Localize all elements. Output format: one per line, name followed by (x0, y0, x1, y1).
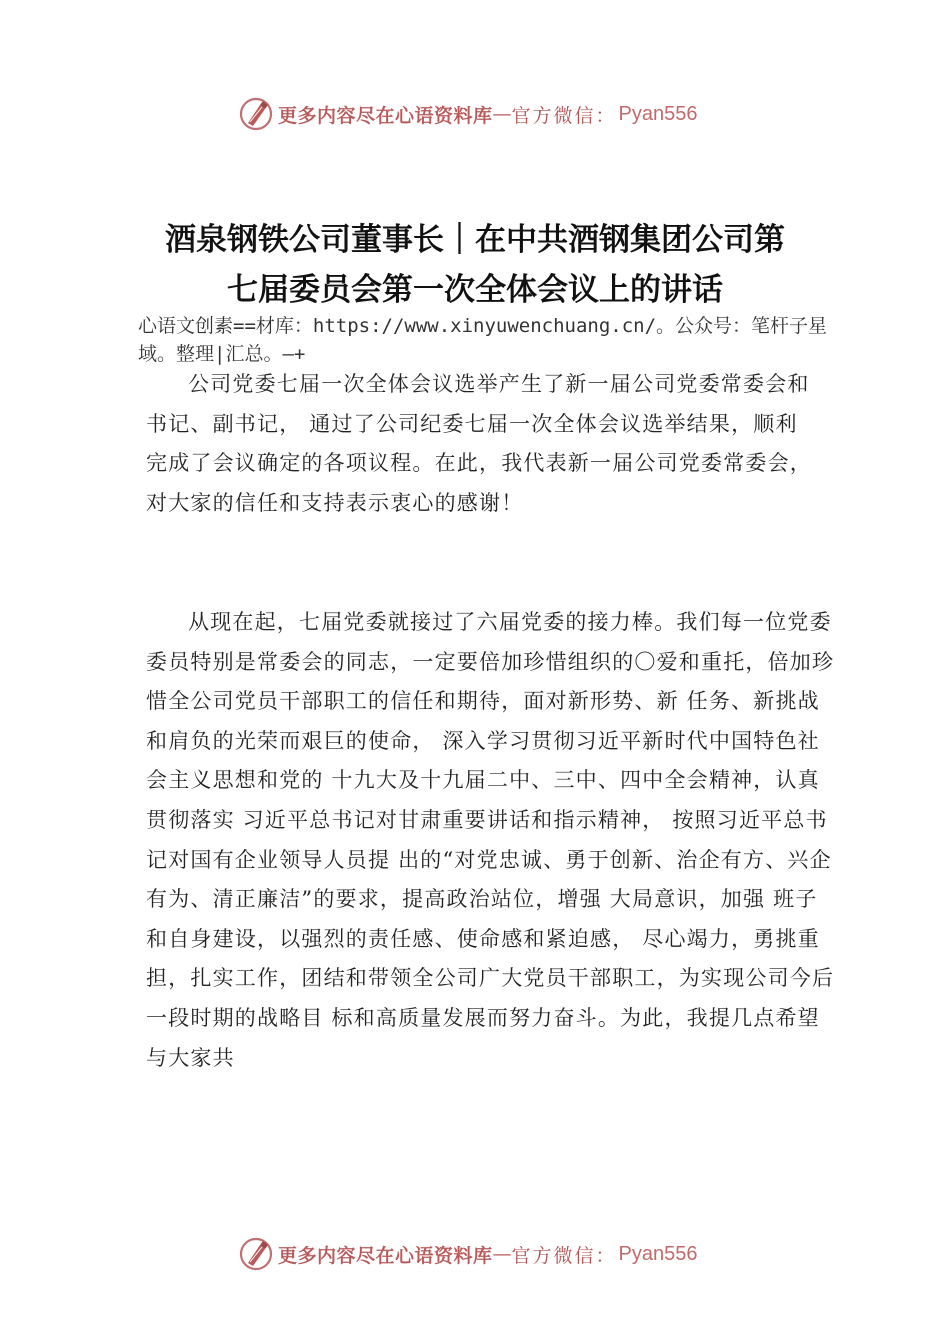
banner-wechat-label: 官方微信： (511, 1244, 617, 1267)
page-title: 酒泉钢铁公司董事长｜在中共酒钢集团公司第七届委员会第一次全体会议上的讲话 (165, 222, 785, 308)
banner-site-text: 更多内容尽在心语资料库 (278, 104, 493, 127)
banner-wechat-label: 官方微信： (511, 104, 617, 127)
banner-dash: — (492, 103, 512, 125)
footer-watermark-banner (238, 1234, 698, 1274)
paragraph-1: 公司党委七届一次全体会议选举产生了新一届公司党委常委会和书记、副书记， 通过了公司纪委七届一次全体会议选举结果，顺利完成了会议确定的各项议程。在此，我代表新一届公司党委常委会，对大家的信任和支持表示衷心的感谢！ (146, 372, 812, 515)
banner-wechat-id: Pyan556 (618, 1242, 698, 1265)
header-watermark-banner (238, 94, 698, 134)
paragraph-2: 从现在起，七届党委就接过了六届党委的接力棒。我们每一位党委委员特别是常委会的同志，一定要倍加珍惜组织的〇爱和重托，倍加珍惜全公司党员干部职工的信任和期待，面对新形势、新 任务、新挑战和肩负的光荣而艰巨的使命， 深入学习贯彻习近平新时代中国特色社会主义思想和党的 十九大及十九届二中、三中、四中全会精神，认真贯彻落实 习近平总书记对甘肃重要讲话和指示精神， 按照习近平总书记对国有企业领导人员提 出的“对党忠诚、勇于创新、治企有方、兴企有为、清正廉洁”的要求，提高政治站位，增强 大局意识，加强 班子和自身建设，以强烈的责任感、使命感和紧迫感， 尽心竭力，勇挑重担，扎实工作，团结和带领全公司广大党员干部职工，为实现公司今后一段时期的战略目 标和高质量发展而努力奋斗。为此，我提几点希望与大家共 (146, 610, 835, 1070)
pen-nib-circle-icon (238, 96, 274, 132)
banner-site-text: 更多内容尽在心语资料库 (278, 1244, 493, 1267)
banner-wechat-id: Pyan556 (618, 102, 698, 125)
banner-dash: — (492, 1243, 512, 1265)
pen-nib-circle-icon (238, 1236, 274, 1272)
source-line: 心语文创素==材库：https://www.xinyuwenchuang.cn/。公众号：笔杆子星域。整理|汇总。—+ (138, 315, 828, 365)
